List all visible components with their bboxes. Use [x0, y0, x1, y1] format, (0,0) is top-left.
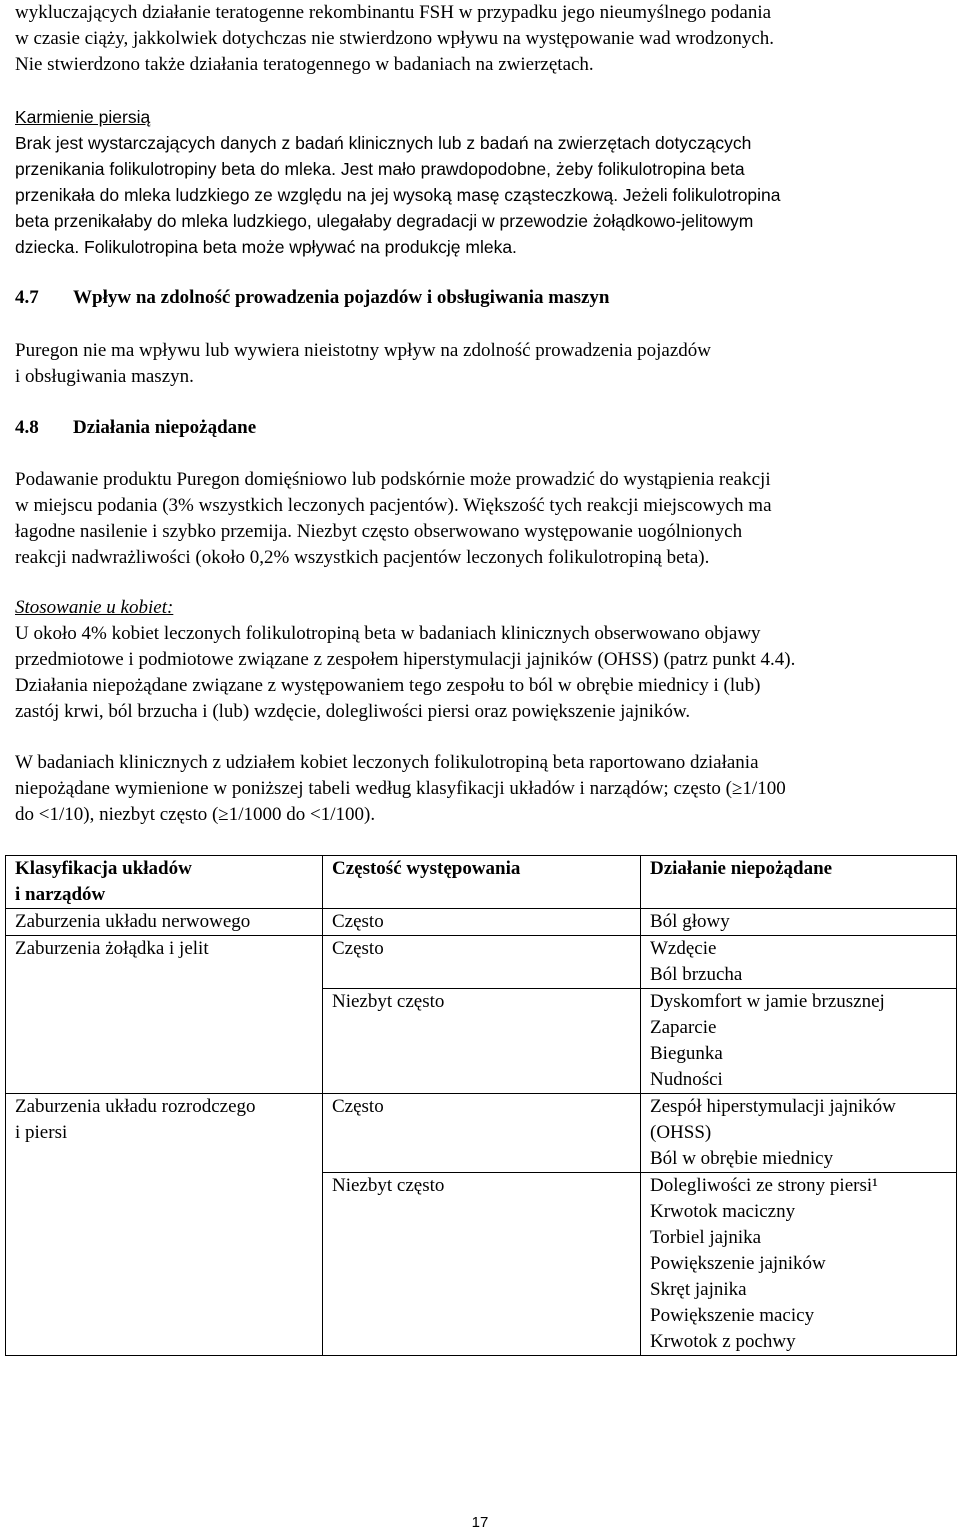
column-header-soc [6, 856, 323, 909]
text-line: Działania niepożądane związane z występowaniem tego zespołu to ból w obrębie miednicy i (lub) [15, 675, 761, 696]
adverse-reaction-item: Krwotok maciczny [650, 1201, 796, 1222]
text-line: Puregon nie ma wpływu lub wywiera nieistotny wpływ na zdolność prowadzenia pojazdów [15, 340, 711, 361]
text-line: w czasie ciąży, jakkolwiek dotychczas nie stwierdzono wpływu na występowanie wad wrodzonych. [15, 28, 775, 49]
text-line: Brak jest wystarczających danych z badań klinicznych lub z badań na zwierzętach dotyczących [15, 133, 752, 153]
text-line: łagodne nasilenie i szybko przemija. Niezbyt często obserwowano występowanie uogólnionych [15, 521, 743, 542]
text-line: w miejscu podania (3% wszystkich leczonych pacjentów). Większość tych reakcji miejscowych ma [15, 495, 772, 516]
adverse-reaction-item: Ból w obrębie miednicy [650, 1148, 834, 1169]
adverse-reaction-cell [641, 936, 957, 989]
section-number: 4.7 [15, 287, 39, 308]
frequency-cell: Często [323, 1094, 641, 1173]
women-use-paragraph [15, 595, 795, 725]
adverse-reaction-item: Skręt jajnika [650, 1279, 747, 1300]
table-row [6, 909, 957, 936]
section-4-7-body [15, 338, 711, 390]
adverse-reaction-item: Zaparcie [650, 1017, 717, 1038]
table-row [6, 1094, 957, 1173]
page-number: 17 [471, 1514, 489, 1531]
section-heading-4-8 [15, 415, 945, 441]
section-4-8-paragraph-1 [15, 467, 772, 571]
breastfeeding-section [15, 104, 781, 260]
section-title: Działania niepożądane [73, 417, 257, 438]
intro-paragraph [15, 0, 774, 78]
adverse-reaction-item: Powiększenie macicy [650, 1305, 815, 1326]
adverse-reaction-item: Ból głowy [650, 911, 730, 932]
adverse-reaction-item: Nudności [650, 1069, 723, 1090]
section-number: 4.8 [15, 417, 39, 438]
adverse-reaction-item: Zespół hiperstymulacji jajników [650, 1096, 896, 1117]
text-line: przedmiotowe i podmiotowe związane z zespołem hiperstymulacji jajników (OHSS) (patrz punkt 4.4). [15, 649, 796, 670]
text-line: przenikała do mleka ludzkiego ze względu na jej wysoką masę cząsteczkową. Jeżeli folikulotropina [15, 185, 781, 205]
header-text: Klasyfikacja układów [15, 858, 192, 879]
adverse-reaction-item: Biegunka [650, 1043, 723, 1064]
adverse-reaction-cell [641, 1094, 957, 1173]
adverse-reaction-item: Torbiel jajnika [650, 1227, 762, 1248]
adverse-reactions-table [5, 855, 957, 1356]
soc-cell: Zaburzenia układu nerwowego [6, 909, 323, 936]
column-header-adverse-reaction: Działanie niepożądane [641, 856, 957, 909]
adverse-reaction-cell [641, 989, 957, 1094]
adverse-reaction-item: Dolegliwości ze strony piersi¹ [650, 1175, 878, 1196]
text-line: niepożądane wymienione w poniższej tabeli według klasyfikacji układów i narządów; często (≥1/100 [15, 778, 786, 799]
text-line: przenikania folikulotropiny beta do mleka. Jest mało prawdopodobne, żeby folikulotropina beta [15, 159, 745, 179]
text-line: U około 4% kobiet leczonych folikulotropiną beta w badaniach klinicznych obserwowano objawy [15, 623, 761, 644]
header-text: i narządów [15, 884, 106, 905]
text-line: dziecka. Folikulotropina beta może wpływać na produkcję mleka. [15, 237, 517, 257]
column-header-frequency: Częstość występowania [323, 856, 641, 909]
frequency-cell: Często [323, 909, 641, 936]
table-header-row [6, 856, 957, 909]
adverse-reaction-item: (OHSS) [650, 1122, 712, 1143]
frequency-cell: Niezbyt często [323, 989, 641, 1094]
text-line: i obsługiwania maszyn. [15, 366, 194, 387]
text-line: W badaniach klinicznych z udziałem kobiet leczonych folikulotropiną beta raportowano działania [15, 752, 759, 773]
frequency-cell: Często [323, 936, 641, 989]
section-heading-4-7 [15, 285, 945, 311]
text-line: Nie stwierdzono także działania teratogennego w badaniach na zwierzętach. [15, 54, 594, 75]
table-row [6, 936, 957, 989]
adverse-reaction-item: Ból brzucha [650, 964, 743, 985]
section-4-8-paragraph-3 [15, 750, 786, 828]
frequency-cell: Niezbyt często [323, 1173, 641, 1356]
section-subheading: Stosowanie u kobiet: [15, 597, 174, 618]
text-line: wykluczających działanie teratogenne rekombinantu FSH w przypadku jego nieumyślnego podania [15, 2, 772, 23]
section-subheading: Karmienie piersią [15, 107, 151, 127]
text-line: zastój krwi, ból brzucha i (lub) wzdęcie, dolegliwości piersi oraz powiększenie jajników. [15, 701, 691, 722]
text-line: Podawanie produktu Puregon domięśniowo lub podskórnie może prowadzić do wystąpienia reakcji [15, 469, 771, 490]
adverse-reaction-item: Dyskomfort w jamie brzusznej [650, 991, 885, 1012]
soc-text: Zaburzenia układu rozrodczego [15, 1096, 256, 1117]
text-line: reakcji nadwrażliwości (około 0,2% wszystkich pacjentów leczonych folikulotropiną beta). [15, 547, 710, 568]
adverse-reaction-cell [641, 1173, 957, 1356]
text-line: beta przenikałaby do mleka ludzkiego, ulegałaby degradacji w przewodzie żołądkowo-jelitowym [15, 211, 754, 231]
adverse-reaction-item: Wzdęcie [650, 938, 717, 959]
soc-text: i piersi [15, 1122, 68, 1143]
soc-cell: Zaburzenia żołądka i jelit [6, 936, 323, 1094]
adverse-reaction-item: Krwotok z pochwy [650, 1331, 796, 1352]
section-title: Wpływ na zdolność prowadzenia pojazdów i obsługiwania maszyn [73, 287, 610, 308]
soc-cell [6, 1094, 323, 1356]
adverse-reaction-cell [641, 909, 957, 936]
adverse-reaction-item: Powiększenie jajników [650, 1253, 826, 1274]
text-line: do <1/10), niezbyt często (≥1/1000 do <1/100). [15, 804, 376, 825]
